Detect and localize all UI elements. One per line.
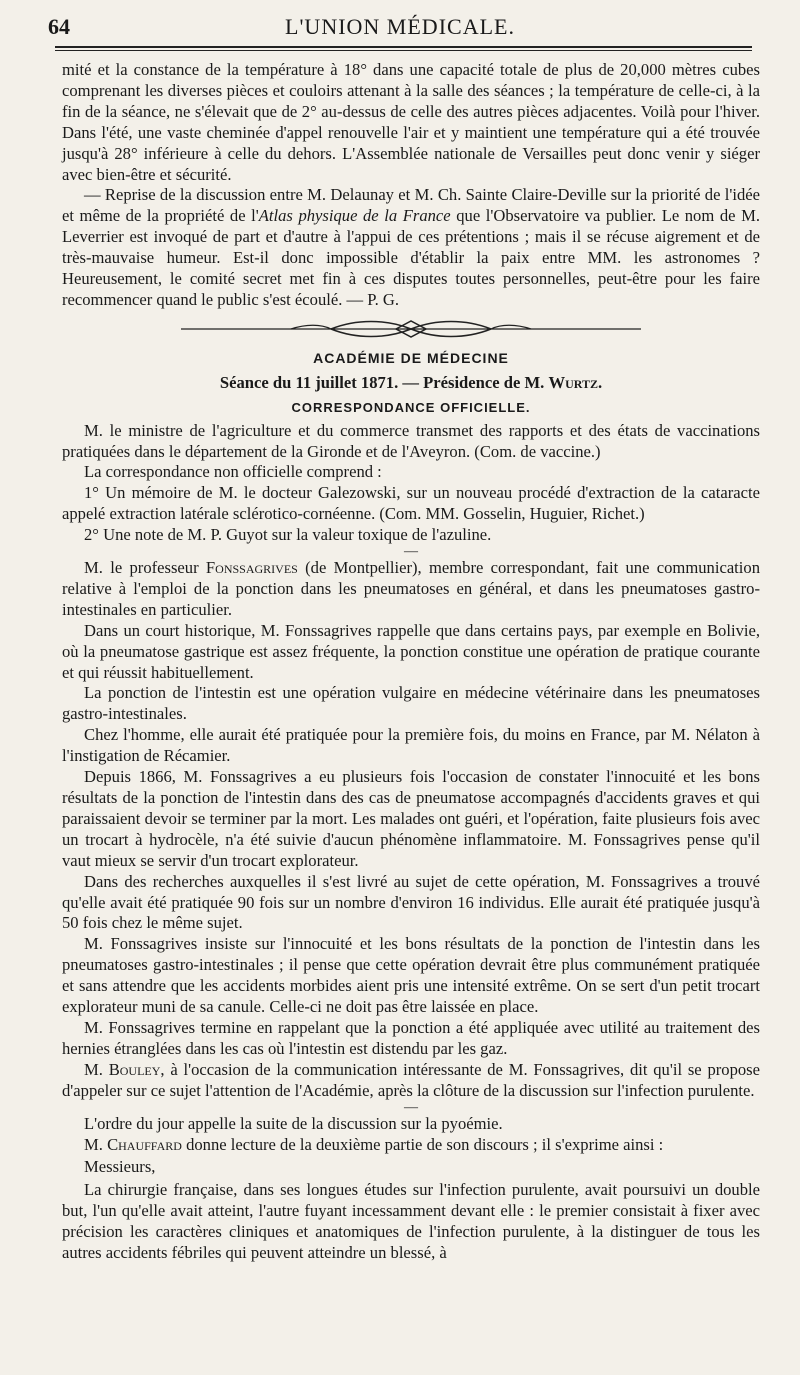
- reprise-paragraph: — Reprise de la discussion entre M. Delaunay et M. Ch. Sainte Claire-Deville sur la priorité de l'idée et même de la propriété de l'Atlas physique de la France que l'Observatoire va publier. Le nom de M. Leverrier est invoqué de part et d'autre à l'appui de ces prétentions ; mais il se récuse aigrement et de très-mauvaise humeur. Est-il donc impossible d'établir la paix entre MM. les astronomes ? Heureusement, le comité secret met fin à ces disputes toutes personnelles, peut-être pour les faire recommencer quand le public s'est écoulé. — P. G.: [62, 185, 760, 309]
- non-officielle-paragraph: La correspondance non officielle comprend :: [84, 462, 382, 482]
- correspondance-item-2: 2° Une note de M. P. Guyot sur la valeur toxique de l'azuline.: [84, 525, 492, 545]
- fonssagrives-name: Fonssagrives: [205, 558, 298, 578]
- ornamental-divider: [62, 316, 760, 346]
- intro-paragraph: mité et la constance de la température à 18° dans une capacité totale de plus de 20,000 mètres cubes comprenant les diverses pièces et couloirs attenant à la salle des séances ; la température de celle-ci, à la fin de la séance, ne s'élevait que de 2° au-dessus de celle des autres pièces adjacentes. Voilà pour l'hiver. Dans l'été, une vaste cheminée d'appel renouvelle l'air et y maintient une température qui a été trouvée jusqu'à 28° inférieure à celle du dehors. L'Assemblée nationale de Versailles peut donc venir y siéger avec bien-être et sécurité.: [62, 60, 760, 184]
- bouley-paragraph: M. Bouley, à l'occasion de la communication intéressante de M. Fonssagrives, dit qu'il se propose d'appeler sur ce sujet l'attention de l'Académie, après la clôture de la discussion sur l'infection purulente.: [62, 1059, 760, 1100]
- page-number: 64: [48, 14, 70, 39]
- president-name: Wurtz: [548, 372, 598, 392]
- fonssagrives-lead: M. le professeur Fonssagrives (de Montpellier), membre correspondant, fait une communication relative à l'emploi de la ponction dans les pneumatoses en général, et dans les pneumatoses gastro-intestinales en particulier.: [62, 558, 760, 619]
- fonssagrives-paragraph: Depuis 1866, M. Fonssagrives a eu plusieurs fois l'occasion de constater l'innocuité et les bons résultats de la ponction de l'intestin dans des cas de pneumatose accompagnés d'accidents graves et qui paraissaient devoir se terminer par la mort. Les malades ont guéri, et l'opération, faite plusieurs fois avec un trocart à hydrocèle, n'a été suivie d'aucun phénomène inflammatoire. M. Fonssagrives pense qu'il vaut mieux se servir d'un trocart explorateur.: [62, 767, 760, 870]
- correspondance-item-1: 1° Un mémoire de M. le docteur Galezowski, sur un nouveau procédé d'extraction de la cataracte appelé extraction latérale sclérotico-cornéenne. (Com. MM. Gosselin, Huguier, Richet.): [62, 483, 760, 524]
- fonssagrives-paragraph: Dans un court historique, M. Fonssagrives rappelle que dans certains pays, par exemple en Bolivie, où la pneumatose gastrique est assez fréquente, la ponction constitue une opération de pratique courante et qui réussit habituellement.: [62, 620, 760, 682]
- fonssagrives-paragraph: La ponction de l'intestin est une opération vulgaire en médecine vétérinaire dans les pneumatoses gastro-intestinales.: [62, 683, 760, 724]
- separator-dash: —: [404, 1099, 418, 1115]
- separator-dash: —: [404, 544, 418, 560]
- chauffard-paragraph: M. Chauffard donne lecture de la deuxième partie de son discours ; il s'exprime ainsi :: [84, 1134, 664, 1154]
- fonssagrives-paragraph: Dans des recherches auxquelles il s'est livré au sujet de cette opération, M. Fonssagrives a trouvé qu'elle avait été pratiquée 90 fois sur un nombre d'environ 16 individus. Elle aurait été pratiquée jusqu'à 50 fois chez le même sujet.: [62, 871, 760, 933]
- bouley-name: Bouley: [108, 1059, 161, 1079]
- seance-line: Séance du 11 juillet 1871. — Présidence de M. Wurtz.: [219, 372, 603, 392]
- running-title: L'UNION MÉDICALE.: [285, 14, 515, 39]
- ministre-paragraph: M. le ministre de l'agriculture et du commerce transmet des rapports et des états de vaccinations pratiquées dans le département de la Gironde et de l'Aveyron. (Com. de vaccine.): [62, 420, 760, 461]
- salutation: Messieurs,: [84, 1157, 156, 1177]
- fonssagrives-paragraph: Chez l'homme, elle aurait été pratiquée pour la première fois, du moins en France, par M. Nélaton à l'instigation de Récamier.: [62, 725, 760, 766]
- fonssagrives-paragraph: M. Fonssagrives insiste sur l'innocuité et les bons résultats de la ponction de l'intestin dans les pneumatoses gastro-intestinales ; il pense que cette opération devrait être plus communément pratiquée et sans attendre que les accidents morbides aient pris une intensité extrême. On se sert d'un petit trocart explorateur muni de sa canule. Celle-ci ne doit pas être laissée en place.: [62, 934, 760, 1017]
- ordre-du-jour: L'ordre du jour appelle la suite de la discussion sur la pyoémie.: [84, 1113, 503, 1133]
- section-title: ACADÉMIE DE MÉDECINE: [313, 349, 509, 366]
- header-rule: [55, 46, 752, 51]
- correspondance-heading: CORRESPONDANCE OFFICIELLE.: [291, 399, 531, 415]
- article-body: [62, 60, 760, 1264]
- atlas-title: Atlas physique de la France: [258, 206, 451, 226]
- page-header: [48, 10, 752, 44]
- discours-paragraph: La chirurgie française, dans ses longues études sur l'infection purulente, avait poursuivi un double but, l'un qu'elle avait atteint, l'autre fuyant incessamment devant elle : le premier consistait à fixer avec précision les caractères cliniques et anatomiques de l'infection purulente, à la distinguer de tous les autres accidents fébriles qui peuvent atteindre un blessé, à: [62, 1180, 760, 1263]
- fonssagrives-paragraph: M. Fonssagrives termine en rappelant que la ponction a été appliquée avec utilité au traitement des hernies étranglées dans les cas où l'intestin est distendu par les gaz.: [62, 1017, 760, 1058]
- chauffard-name: Chauffard: [107, 1134, 182, 1154]
